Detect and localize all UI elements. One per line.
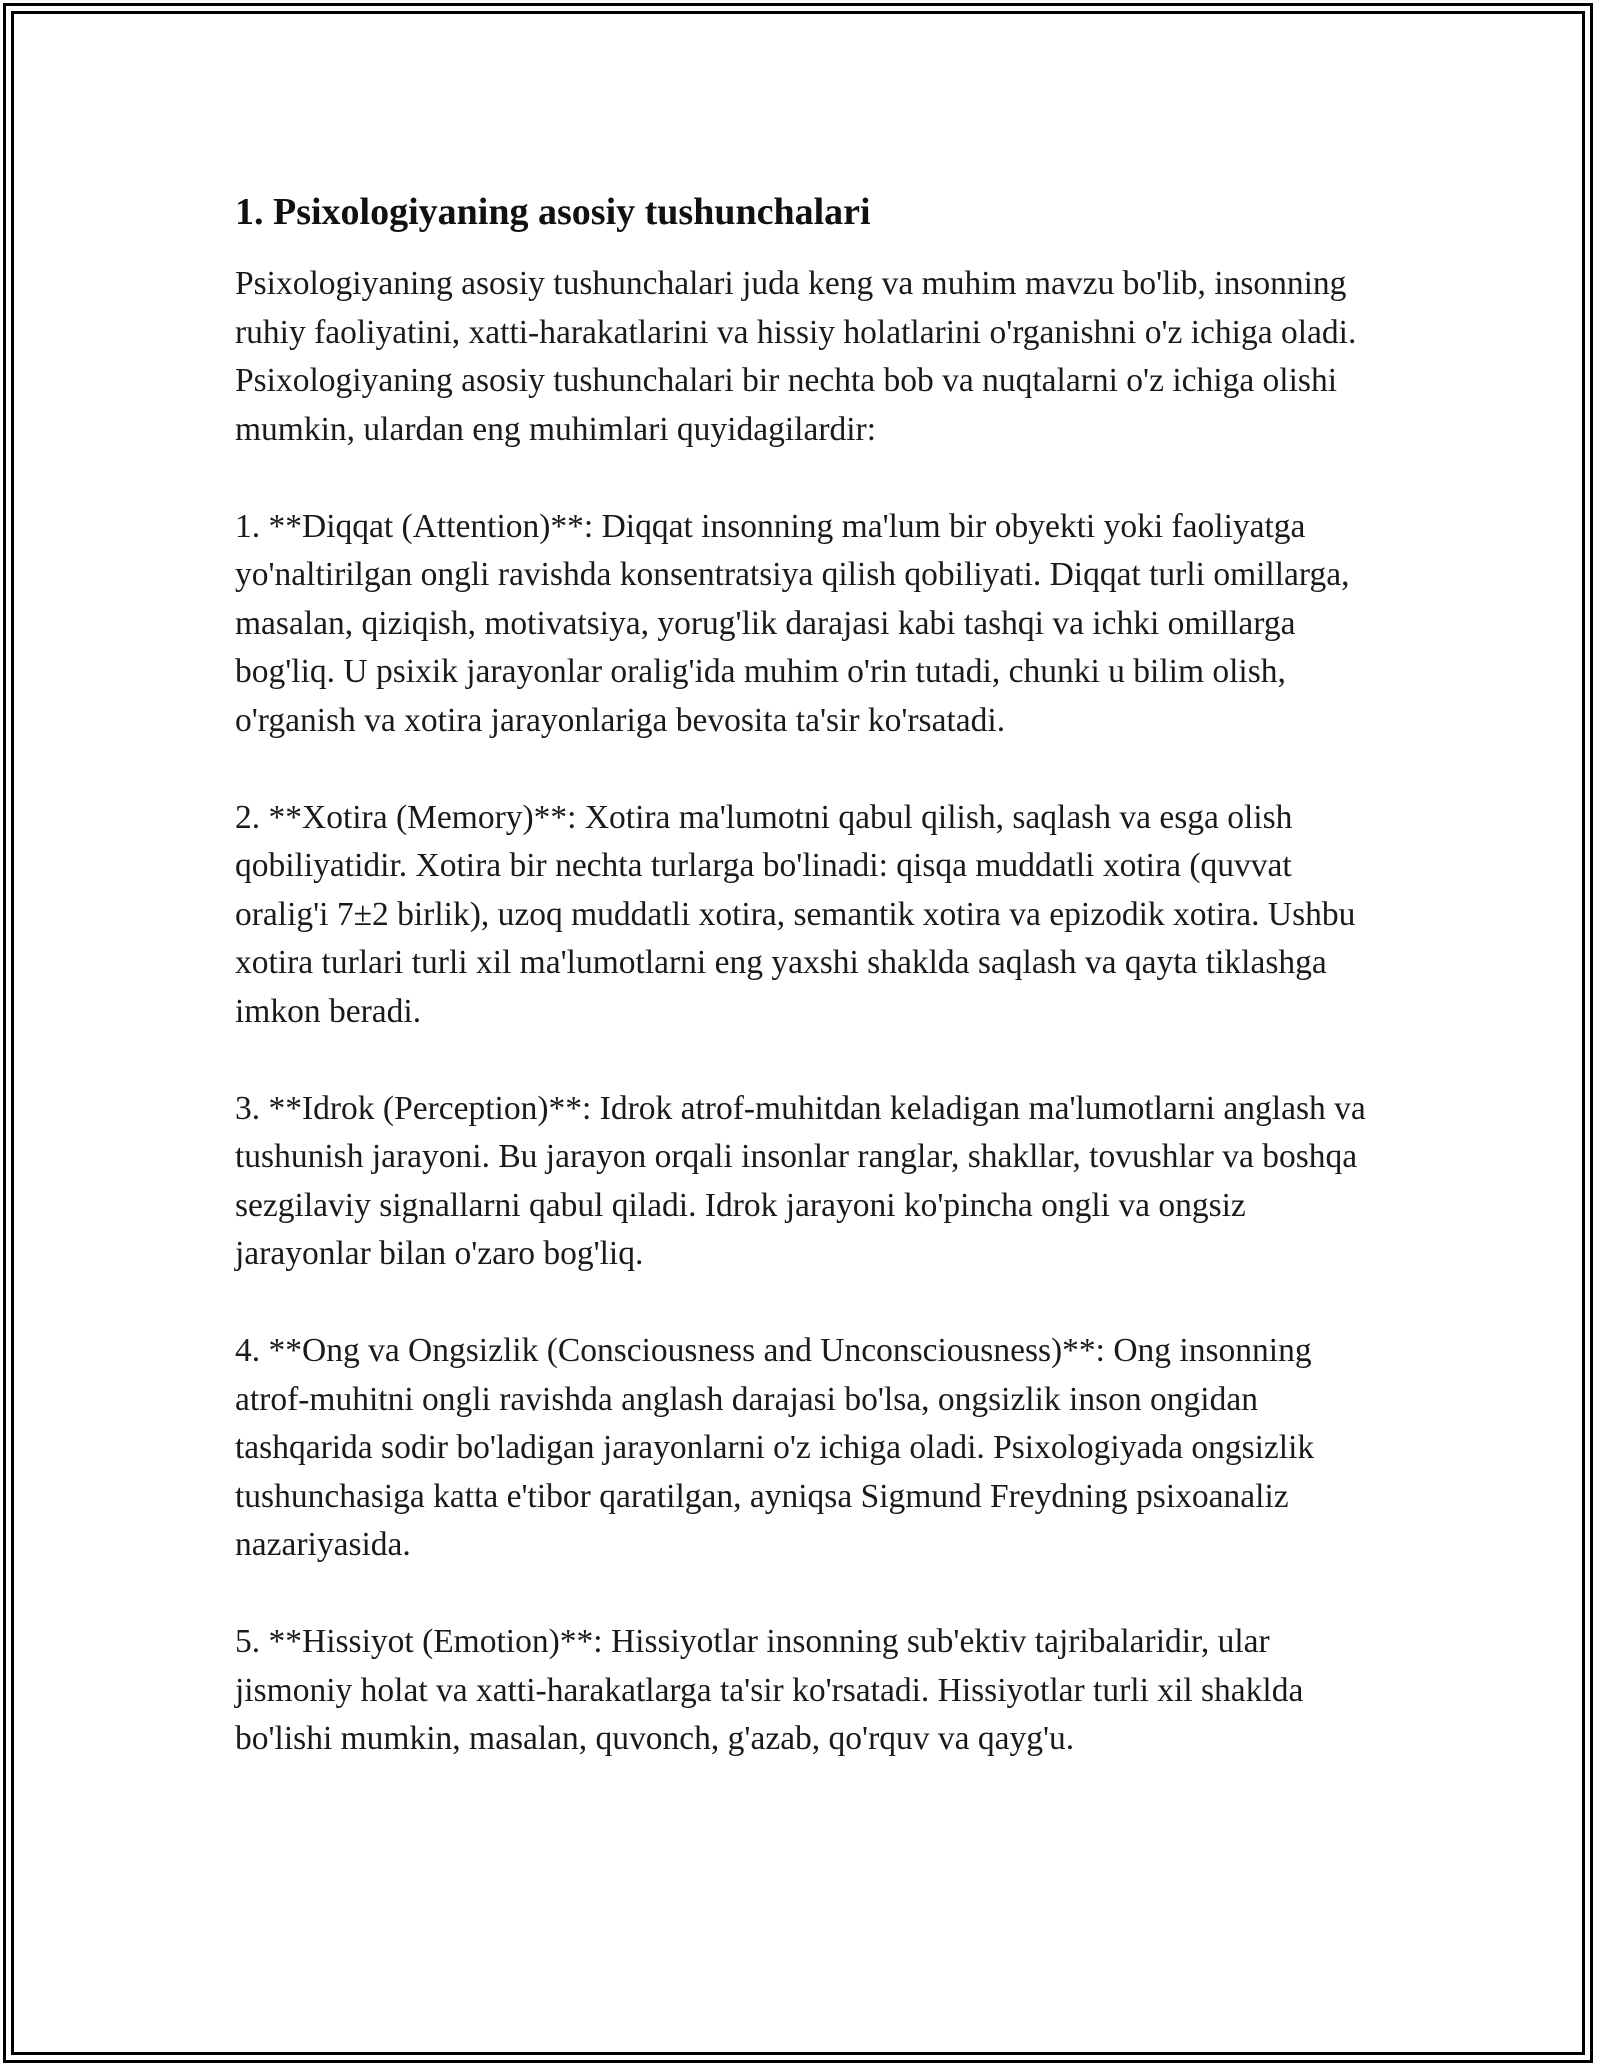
intro-paragraph: Psixologiyaning asosiy tushunchalari juda keng va muhim mavzu bo'lib, insonning ruhiy faoliyatini, xatti-harakatlarini va hissiy holatlarini o'rganishni o'z ichiga oladi. Psixologiyaning asosiy tushunchalari bir nechta bob va nuqtalarni o'z ichiga olishi mumkin, ulardan eng muhimlari quyidagilardir: — [235, 265, 1357, 448]
paragraph-perception: 3. **Idrok (Perception)**: Idrok atrof-muhitdan keladigan ma'lumotlarni anglash va tushunish jarayoni. Bu jarayon orqali insonlar ranglar, shakllar, tovushlar va boshqa sezgilaviy signallarni qabul qiladi. Idrok jarayoni ko'pincha ongli va ongsiz jarayonlar bilan o'zaro bog'liq. — [235, 1089, 1366, 1272]
paragraph-consciousness: 4. **Ong va Ongsizlik (Consciousness and Unconsciousness)**: Ong insonning atrof-muhitni ongli ravishda anglash darajasi bo'lsa, ongsizlik inson ongidan tashqarida sodir bo'ladigan jarayonlarni o'z ichiga oladi. Psixologiyada ongsizlik tushunchasiga katta e'tibor qaratilgan, ayniqsa Sigmund Freydning psixoanaliz nazariyasida. — [235, 1332, 1315, 1563]
document-body — [235, 186, 1370, 1812]
paragraph-emotion: 5. **Hissiyot (Emotion)**: Hissiyotlar insonning sub'ektiv tajribalaridir, ular jismoniy holat va xatti-harakatlarga ta'sir ko'rsatadi. Hissiyotlar turli xil shaklda bo'lishi mumkin, masalan, quvonch, g'azab, qo'rquv va qayg'u. — [235, 1623, 1304, 1757]
paragraph-memory: 2. **Xotira (Memory)**: Xotira ma'lumotni qabul qilish, saqlash va esga olish qobiliyatidir. Xotira bir nechta turlarga bo'linadi: qisqa muddatli xotira (quvvat oralig'i 7±2 birlik), uzoq muddatli xotira, semantik xotira va epizodik xotira. Ushbu xotira turlari turli xil ma'lumotlarni eng yaxshi shaklda saqlash va qayta tiklashga imkon beradi. — [235, 798, 1356, 1030]
paragraph-attention: 1. **Diqqat (Attention)**: Diqqat insonning ma'lum bir obyekti yoki faoliyatga yo'naltirilgan ongli ravishda konsentratsiya qilish qobiliyati. Diqqat turli omillarga, masalan, qiziqish, motivatsiya, yorug'lik darajasi kabi tashqi va ichki omillarga bog'liq. U psixik jarayonlar oralig'ida muhim o'rin tutadi, chunki u bilim olish, o'rganish va xotira jarayonlariga bevosita ta'sir ko'rsatadi. — [235, 507, 1350, 739]
document-title: 1. Psixologiyaning asosiy tushunchalari — [235, 191, 871, 233]
